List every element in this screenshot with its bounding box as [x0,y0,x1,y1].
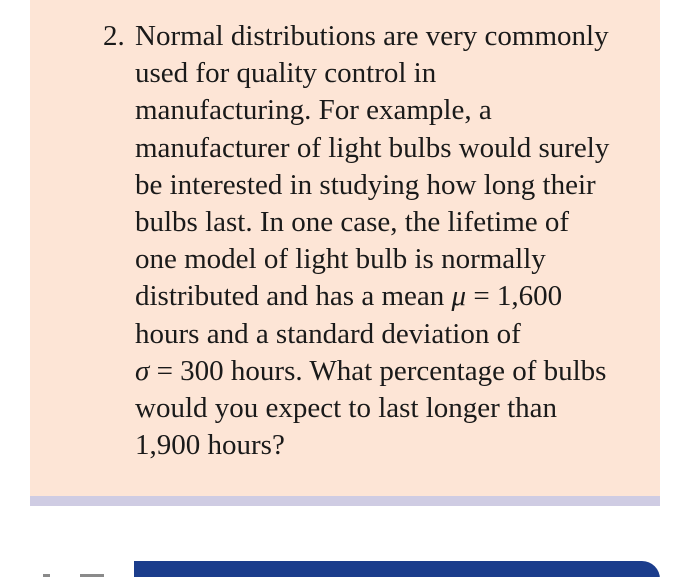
sd-rest: = 300 hours. What percentage of bulbs [149,354,607,387]
problem-line-11: would you expect to last longer than [135,392,558,425]
problem-line-text: Normal distributions are very commonly [135,20,609,52]
problem-line-3: manufacturing. For example, a [135,94,492,127]
problem-number: 2. [103,20,125,52]
mean-prefix: distributed and has a mean [135,280,452,313]
problem-line-5: be interested in studying how long their [135,168,596,201]
next-section-header-bar [134,561,660,577]
problem-line-12: 1,900 hours? [135,429,285,462]
problem-line-8 [103,278,643,315]
problem-text [103,18,643,464]
problem-line-7: one model of light bulb is normally [135,243,546,276]
problem-line-2: used for quality control in [135,57,437,90]
problem-line-1 [103,18,643,55]
problem-line-4: manufacturer of light bulbs would surely [135,131,610,164]
mean-symbol: μ [451,280,467,313]
problem-line-6: bulbs last. In one case, the lifetime of [135,206,570,239]
sd-symbol: σ [135,354,150,387]
problem-box-bottom-border [30,496,660,506]
mean-value: = 1,600 [466,280,563,313]
problem-line-9: hours and a standard deviation of [135,317,521,350]
problem-line-10 [103,353,643,390]
